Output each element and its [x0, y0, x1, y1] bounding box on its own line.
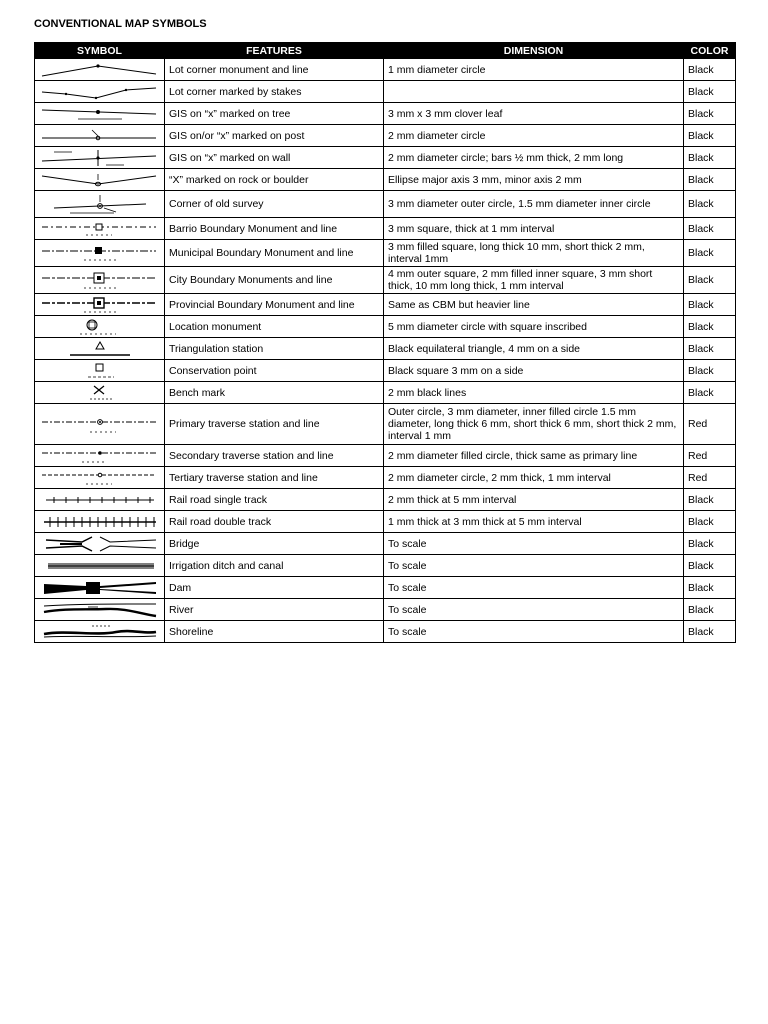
color-cell: Black [684, 103, 736, 125]
color-cell: Black [684, 218, 736, 240]
header-row [35, 43, 736, 59]
table-row [35, 125, 736, 147]
lot-corner-monument-icon [35, 59, 165, 81]
color-cell: Black [684, 489, 736, 511]
dimension-cell: 1 mm thick at 3 mm thick at 5 mm interval [384, 511, 684, 533]
provincial-boundary-icon [35, 294, 165, 316]
color-cell: Black [684, 147, 736, 169]
x-on-rock-icon [35, 169, 165, 191]
dimension-cell: 3 mm x 3 mm clover leaf [384, 103, 684, 125]
table-row [35, 404, 736, 445]
dimension-cell: 1 mm diameter circle [384, 59, 684, 81]
feature-cell: River [165, 599, 384, 621]
dimension-cell: 5 mm diameter circle with square inscribed [384, 316, 684, 338]
color-cell: Black [684, 316, 736, 338]
river-icon [35, 599, 165, 621]
feature-cell: Corner of old survey [165, 191, 384, 218]
color-cell: Black [684, 382, 736, 404]
dimension-cell: Ellipse major axis 3 mm, minor axis 2 mm [384, 169, 684, 191]
feature-cell: “X” marked on rock or boulder [165, 169, 384, 191]
dimension-cell [384, 81, 684, 103]
header-color: COLOR [684, 43, 736, 59]
table-row [35, 59, 736, 81]
feature-cell: Lot corner monument and line [165, 59, 384, 81]
dimension-cell: Outer circle, 3 mm diameter, inner filled circle 1.5 mm diameter, long thick 6 mm, short thick 6 mm, short thick 2 mm, interval 1 mm [384, 404, 684, 445]
color-cell: Black [684, 267, 736, 294]
dimension-cell: 3 mm square, thick at 1 mm interval [384, 218, 684, 240]
table-row [35, 577, 736, 599]
feature-cell: Bridge [165, 533, 384, 555]
feature-cell: Primary traverse station and line [165, 404, 384, 445]
dimension-cell: To scale [384, 577, 684, 599]
color-cell: Black [684, 555, 736, 577]
color-cell: Black [684, 360, 736, 382]
header-features: FEATURES [165, 43, 384, 59]
location-monument-icon [35, 316, 165, 338]
table-row [35, 360, 736, 382]
rail-single-icon [35, 489, 165, 511]
color-cell: Black [684, 240, 736, 267]
dimension-cell: To scale [384, 533, 684, 555]
municipal-boundary-icon [35, 240, 165, 267]
dimension-cell: 2 mm diameter circle [384, 125, 684, 147]
irrigation-ditch-icon [35, 555, 165, 577]
color-cell: Black [684, 59, 736, 81]
table-row [35, 511, 736, 533]
primary-traverse-icon [35, 404, 165, 445]
table-row [35, 599, 736, 621]
color-cell: Black [684, 511, 736, 533]
table-row [35, 316, 736, 338]
bench-mark-icon [35, 382, 165, 404]
color-cell: Black [684, 169, 736, 191]
table-row [35, 240, 736, 267]
color-cell: Black [684, 81, 736, 103]
header-dimension: DIMENSION [384, 43, 684, 59]
gis-on-wall-icon [35, 147, 165, 169]
color-cell: Red [684, 404, 736, 445]
dimension-cell: 2 mm diameter circle; bars ½ mm thick, 2 mm long [384, 147, 684, 169]
feature-cell: GIS on “x” marked on wall [165, 147, 384, 169]
shoreline-icon [35, 621, 165, 643]
dam-icon [35, 577, 165, 599]
color-cell: Black [684, 338, 736, 360]
dimension-cell: 2 mm thick at 5 mm interval [384, 489, 684, 511]
dimension-cell: 2 mm diameter circle, 2 mm thick, 1 mm interval [384, 467, 684, 489]
table-row [35, 555, 736, 577]
table-row [35, 382, 736, 404]
table-row [35, 489, 736, 511]
secondary-traverse-icon [35, 445, 165, 467]
color-cell: Black [684, 191, 736, 218]
feature-cell: Lot corner marked by stakes [165, 81, 384, 103]
feature-cell: Location monument [165, 316, 384, 338]
lot-corner-stakes-icon [35, 81, 165, 103]
feature-cell: Rail road double track [165, 511, 384, 533]
barrio-boundary-icon [35, 218, 165, 240]
table-row [35, 338, 736, 360]
color-cell: Black [684, 577, 736, 599]
symbols-table [34, 42, 736, 643]
feature-cell: Provincial Boundary Monument and line [165, 294, 384, 316]
dimension-cell: 4 mm outer square, 2 mm filled inner square, 3 mm short thick, 10 mm long thick, 1 mm interval [384, 267, 684, 294]
dimension-cell: 2 mm diameter filled circle, thick same as primary line [384, 445, 684, 467]
old-survey-corner-icon [35, 191, 165, 218]
gis-on-tree-icon [35, 103, 165, 125]
dimension-cell: 2 mm black lines [384, 382, 684, 404]
triangulation-station-icon [35, 338, 165, 360]
table-row [35, 445, 736, 467]
table-row [35, 294, 736, 316]
feature-cell: Secondary traverse station and line [165, 445, 384, 467]
feature-cell: Shoreline [165, 621, 384, 643]
color-cell: Black [684, 125, 736, 147]
dimension-cell: To scale [384, 599, 684, 621]
table-row [35, 621, 736, 643]
table-row [35, 191, 736, 218]
dimension-cell: Black equilateral triangle, 4 mm on a side [384, 338, 684, 360]
feature-cell: Bench mark [165, 382, 384, 404]
feature-cell: Irrigation ditch and canal [165, 555, 384, 577]
feature-cell: Barrio Boundary Monument and line [165, 218, 384, 240]
conservation-point-icon [35, 360, 165, 382]
feature-cell: City Boundary Monuments and line [165, 267, 384, 294]
feature-cell: Triangulation station [165, 338, 384, 360]
feature-cell: Tertiary traverse station and line [165, 467, 384, 489]
feature-cell: GIS on “x” marked on tree [165, 103, 384, 125]
color-cell: Black [684, 599, 736, 621]
feature-cell: Dam [165, 577, 384, 599]
color-cell: Red [684, 467, 736, 489]
table-row [35, 533, 736, 555]
table-row [35, 218, 736, 240]
color-cell: Black [684, 294, 736, 316]
table-row [35, 147, 736, 169]
color-cell: Black [684, 621, 736, 643]
table-row [35, 267, 736, 294]
tertiary-traverse-icon [35, 467, 165, 489]
dimension-cell: 3 mm diameter outer circle, 1.5 mm diameter inner circle [384, 191, 684, 218]
bridge-icon [35, 533, 165, 555]
feature-cell: Rail road single track [165, 489, 384, 511]
dimension-cell: Black square 3 mm on a side [384, 360, 684, 382]
table-row [35, 81, 736, 103]
table-row [35, 467, 736, 489]
rail-double-icon [35, 511, 165, 533]
dimension-cell: To scale [384, 555, 684, 577]
dimension-cell: 3 mm filled square, long thick 10 mm, short thick 2 mm, interval 1mm [384, 240, 684, 267]
dimension-cell: To scale [384, 621, 684, 643]
color-cell: Black [684, 533, 736, 555]
feature-cell: Municipal Boundary Monument and line [165, 240, 384, 267]
table-row [35, 103, 736, 125]
feature-cell: GIS on/or “x” marked on post [165, 125, 384, 147]
feature-cell: Conservation point [165, 360, 384, 382]
color-cell: Red [684, 445, 736, 467]
city-boundary-icon [35, 267, 165, 294]
header-symbol: SYMBOL [35, 43, 165, 59]
gis-on-post-icon [35, 125, 165, 147]
dimension-cell: Same as CBM but heavier line [384, 294, 684, 316]
page-title: CONVENTIONAL MAP SYMBOLS [34, 18, 207, 30]
table-row [35, 169, 736, 191]
